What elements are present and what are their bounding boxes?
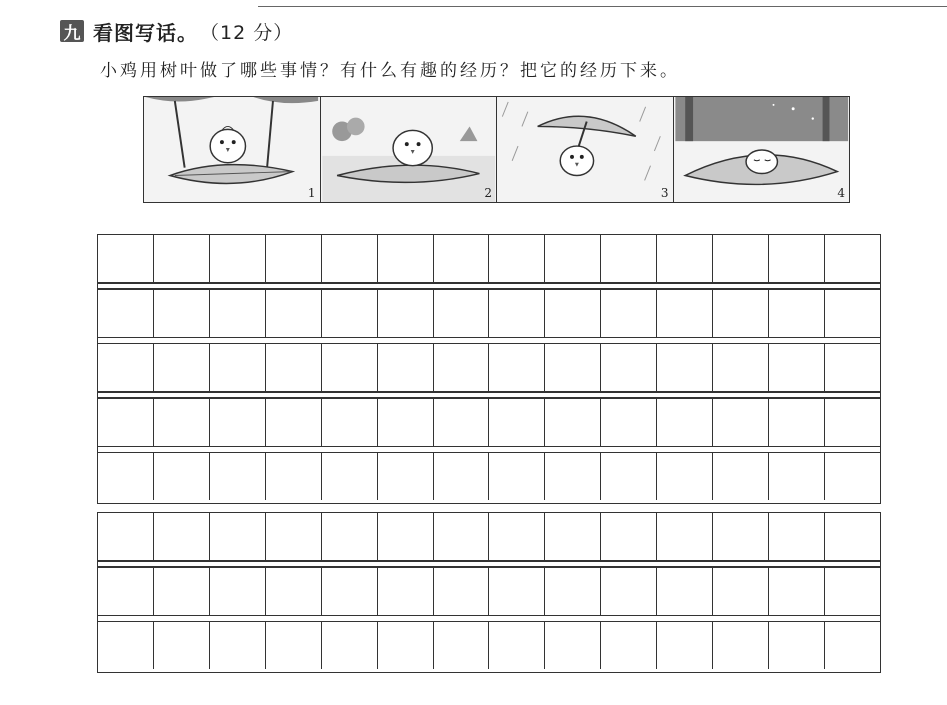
- writing-cell[interactable]: [713, 513, 769, 560]
- writing-cell[interactable]: [545, 344, 601, 391]
- writing-cell[interactable]: [210, 290, 266, 337]
- chick-leaf-blanket-icon: [674, 97, 850, 202]
- question-title: 看图写话。: [93, 20, 198, 45]
- writing-cell[interactable]: [98, 290, 154, 337]
- picture-panel-4: [674, 97, 850, 202]
- writing-cell[interactable]: [545, 235, 601, 282]
- writing-cell[interactable]: [266, 290, 322, 337]
- writing-cell[interactable]: [825, 568, 880, 615]
- writing-cell[interactable]: [601, 513, 657, 560]
- writing-cell[interactable]: [322, 290, 378, 337]
- writing-cell[interactable]: [266, 622, 322, 669]
- writing-cell[interactable]: [489, 235, 545, 282]
- writing-cell[interactable]: [713, 622, 769, 669]
- writing-cell[interactable]: [657, 513, 713, 560]
- writing-cell[interactable]: [601, 453, 657, 500]
- picture-panel-3: [497, 97, 674, 202]
- writing-cell[interactable]: [266, 568, 322, 615]
- writing-cell[interactable]: [434, 399, 490, 446]
- writing-cell[interactable]: [378, 399, 434, 446]
- writing-grid-block-2: [97, 512, 881, 673]
- question-score: （12 分）: [200, 21, 294, 44]
- chick-leaf-umbrella-icon: [497, 97, 673, 202]
- writing-cell[interactable]: [545, 513, 601, 560]
- writing-cell[interactable]: [378, 235, 434, 282]
- writing-cell[interactable]: [545, 453, 601, 500]
- row-separator-line: [98, 282, 880, 284]
- chick-leaf-boat-icon: [321, 97, 497, 202]
- writing-cell[interactable]: [825, 513, 880, 560]
- writing-cell[interactable]: [825, 399, 880, 446]
- writing-grid-row: [98, 568, 880, 615]
- writing-cell[interactable]: [601, 622, 657, 669]
- writing-cell[interactable]: [601, 235, 657, 282]
- top-divider: [258, 6, 947, 7]
- question-number-badge: 九: [60, 20, 84, 42]
- writing-cell[interactable]: [378, 344, 434, 391]
- writing-cell[interactable]: [434, 235, 490, 282]
- writing-cell[interactable]: [210, 622, 266, 669]
- writing-cell[interactable]: [769, 290, 825, 337]
- writing-cell[interactable]: [769, 568, 825, 615]
- picture-strip: [143, 96, 850, 203]
- question-prompt: 小鸡用树叶做了哪些事情？有什么有趣的经历？把它的经历下来。: [100, 61, 680, 81]
- writing-cell[interactable]: [434, 622, 490, 669]
- writing-cell[interactable]: [545, 399, 601, 446]
- writing-cell[interactable]: [825, 453, 880, 500]
- writing-cell[interactable]: [266, 453, 322, 500]
- writing-cell[interactable]: [825, 622, 880, 669]
- writing-cell[interactable]: [825, 235, 880, 282]
- writing-cell[interactable]: [98, 235, 154, 282]
- writing-cell[interactable]: [769, 235, 825, 282]
- writing-cell[interactable]: [434, 344, 490, 391]
- writing-cell[interactable]: [434, 290, 490, 337]
- chick-leaf-swing-icon: [144, 97, 320, 202]
- writing-cell[interactable]: [713, 568, 769, 615]
- writing-cell[interactable]: [769, 453, 825, 500]
- writing-cell[interactable]: [489, 568, 545, 615]
- writing-cell[interactable]: [657, 453, 713, 500]
- writing-cell[interactable]: [154, 453, 210, 500]
- writing-cell[interactable]: [713, 344, 769, 391]
- row-separator-line: [98, 446, 880, 448]
- writing-cell[interactable]: [266, 399, 322, 446]
- writing-cell[interactable]: [98, 344, 154, 391]
- writing-cell[interactable]: [545, 622, 601, 669]
- writing-cell[interactable]: [210, 235, 266, 282]
- writing-cell[interactable]: [154, 622, 210, 669]
- writing-cell[interactable]: [825, 344, 880, 391]
- writing-cell[interactable]: [434, 568, 490, 615]
- writing-cell[interactable]: [98, 622, 154, 669]
- writing-cell[interactable]: [210, 568, 266, 615]
- writing-cell[interactable]: [378, 453, 434, 500]
- writing-cell[interactable]: [378, 513, 434, 560]
- writing-cell[interactable]: [489, 453, 545, 500]
- writing-cell[interactable]: [434, 453, 490, 500]
- writing-cell[interactable]: [266, 235, 322, 282]
- writing-cell[interactable]: [378, 568, 434, 615]
- writing-cell[interactable]: [322, 344, 378, 391]
- writing-cell[interactable]: [434, 513, 490, 560]
- writing-cell[interactable]: [769, 513, 825, 560]
- writing-cell[interactable]: [601, 399, 657, 446]
- row-separator-line: [98, 615, 880, 617]
- writing-cell[interactable]: [713, 290, 769, 337]
- writing-cell[interactable]: [210, 399, 266, 446]
- picture-panel-2: [321, 97, 498, 202]
- writing-cell[interactable]: [489, 622, 545, 669]
- writing-cell[interactable]: [489, 290, 545, 337]
- writing-cell[interactable]: [657, 290, 713, 337]
- writing-cell[interactable]: [322, 568, 378, 615]
- writing-cell[interactable]: [769, 399, 825, 446]
- writing-grid-row: [98, 235, 880, 282]
- picture-panel-1: [144, 97, 321, 202]
- row-separator-line: [98, 391, 880, 393]
- writing-cell[interactable]: [657, 235, 713, 282]
- writing-cell[interactable]: [322, 399, 378, 446]
- writing-grid-row: [98, 399, 880, 446]
- writing-cell[interactable]: [713, 235, 769, 282]
- writing-cell[interactable]: [154, 235, 210, 282]
- writing-cell[interactable]: [489, 513, 545, 560]
- writing-cell[interactable]: [98, 453, 154, 500]
- writing-cell[interactable]: [154, 568, 210, 615]
- writing-cell[interactable]: [545, 568, 601, 615]
- writing-cell[interactable]: [210, 344, 266, 391]
- writing-cell[interactable]: [322, 513, 378, 560]
- writing-cell[interactable]: [769, 344, 825, 391]
- writing-grid-block-1: [97, 234, 881, 504]
- writing-grid-row: [98, 344, 880, 391]
- writing-cell[interactable]: [545, 290, 601, 337]
- row-separator-line: [98, 337, 880, 339]
- picture-number: 2: [484, 186, 492, 200]
- writing-cell[interactable]: [601, 568, 657, 615]
- picture-number: 3: [660, 186, 669, 200]
- writing-cell[interactable]: [825, 290, 880, 337]
- writing-cell[interactable]: [322, 622, 378, 669]
- writing-cell[interactable]: [489, 344, 545, 391]
- writing-cell[interactable]: [98, 513, 154, 560]
- writing-cell[interactable]: [657, 344, 713, 391]
- writing-grid-row: [98, 453, 880, 500]
- writing-cell[interactable]: [601, 344, 657, 391]
- writing-cell[interactable]: [657, 622, 713, 669]
- writing-cell[interactable]: [713, 399, 769, 446]
- picture-number: 1: [307, 186, 316, 200]
- writing-cell[interactable]: [601, 290, 657, 337]
- writing-cell[interactable]: [98, 399, 154, 446]
- writing-cell[interactable]: [210, 453, 266, 500]
- writing-cell[interactable]: [210, 513, 266, 560]
- writing-cell[interactable]: [266, 344, 322, 391]
- writing-cell[interactable]: [154, 513, 210, 560]
- writing-cell[interactable]: [154, 399, 210, 446]
- picture-number: 4: [837, 186, 845, 200]
- question-heading: [60, 16, 293, 46]
- writing-cell[interactable]: [489, 399, 545, 446]
- writing-cell[interactable]: [322, 235, 378, 282]
- writing-cell[interactable]: [322, 453, 378, 500]
- writing-cell[interactable]: [657, 568, 713, 615]
- writing-cell[interactable]: [98, 568, 154, 615]
- writing-cell[interactable]: [657, 399, 713, 446]
- writing-grid-row: [98, 513, 880, 560]
- writing-grid-row: [98, 290, 880, 337]
- writing-cell[interactable]: [378, 290, 434, 337]
- writing-cell[interactable]: [378, 622, 434, 669]
- writing-cell[interactable]: [154, 290, 210, 337]
- writing-cell[interactable]: [713, 453, 769, 500]
- writing-cell[interactable]: [154, 344, 210, 391]
- writing-cell[interactable]: [769, 622, 825, 669]
- writing-grid-row: [98, 622, 880, 669]
- row-separator-line: [98, 560, 880, 562]
- writing-cell[interactable]: [266, 513, 322, 560]
